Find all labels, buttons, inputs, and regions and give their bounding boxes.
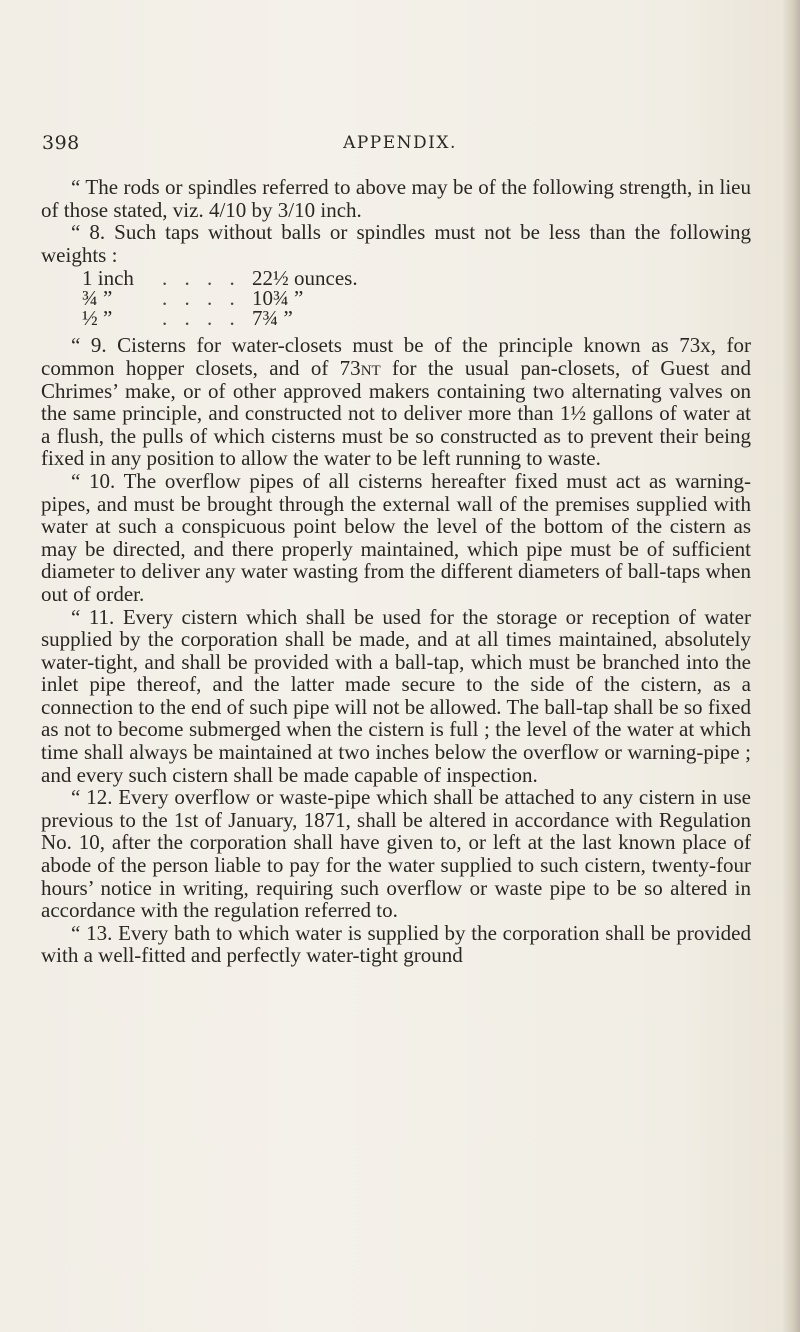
weights-weight: 10¾ ”	[252, 286, 304, 311]
paragraph-8: “ 8. Such taps without balls or spindles must not be less than the following weights :	[41, 220, 751, 267]
paragraph-12: “ 12. Every overflow or waste-pipe which shall be attached to any cistern in use previous to the 1st of January, 1871, shall be altered in accordance with Regulation No. 10, after the corporation shall have given to, or left at the last known place of abode of the person liable to pay for the water supplied to such cistern, twenty-four hours’ notice in writing, requiring such overflow or waste pipe to be so altered in accordance with the regulation referred to.	[41, 785, 751, 923]
page-edge-shadow	[782, 0, 800, 1332]
paragraph-9-smallcaps: nt	[360, 355, 381, 380]
weights-row	[82, 286, 751, 311]
paragraph-9-part-a: “ 9. Cisterns for water-closets must be of the principle known as 73x, for common hopper closets, and of 73	[41, 333, 751, 380]
weights-leader: . . . .	[162, 266, 241, 291]
weights-leader: . . . .	[162, 286, 241, 311]
paragraph-7-continuation: “ The rods or spindles referred to above may be of the following strength, in lieu of those stated, viz. 4/10 by 3/10 inch.	[41, 175, 751, 222]
running-head: APPENDIX.	[343, 133, 457, 153]
page-header	[0, 132, 800, 162]
paragraph-9-part-b: for the usual pan-closets, of Guest and Chrimes’ make, or of other approved makers containing two alternating valves on the same principle, and constructed not to deliver more than 1½ gallons of water at a flush, the pulls of which cisterns must be so constructed as to prevent their being fixed in any position to allow the water to be left running to waste.	[41, 355, 751, 471]
weights-weight: 22½ ounces.	[252, 266, 358, 291]
body-text	[41, 176, 751, 967]
weights-row	[82, 266, 751, 291]
paragraph-9	[41, 334, 751, 470]
weights-size: ¾ ”	[82, 286, 113, 311]
weights-weight: 7¾ ”	[252, 306, 293, 331]
weights-leader: . . . .	[162, 306, 241, 331]
weights-size: 1 inch	[82, 266, 134, 291]
page-number: 398	[42, 132, 80, 154]
paragraph-13: “ 13. Every bath to which water is supplied by the corporation shall be provided with a well-fitted and perfectly water-tight ground	[41, 920, 751, 968]
paragraph-11: “ 11. Every cistern which shall be used for the storage or reception of water supplied by the corporation shall be made, and at all times maintained, absolutely water-tight, and shall be provided with a ball-tap, which must be branched into the inlet pipe thereof, and the latter made secure to the side of the cistern, as a connection to the end of such pipe will not be allowed. The ball-tap shall be so fixed as not to become submerged when the cistern is full ; the level of the water at which time shall always be maintained at two inches below the overflow or warning-pipe ; and every such cistern shall be made capable of inspection.	[41, 604, 751, 787]
paragraph-10: “ 10. The overflow pipes of all cisterns hereafter fixed must act as warning-pipes, and must be brought through the external wall of the premises supplied with water at such a conspicuous point below the level of the bottom of the cistern as may be directed, and there properly maintained, which pipe must be of sufficient diameter to deliver any water wasting from the different diameters of ball-taps when out of order.	[41, 468, 751, 606]
weights-table	[41, 266, 751, 331]
weights-size: ½ ”	[82, 306, 113, 331]
weights-row	[82, 306, 751, 331]
